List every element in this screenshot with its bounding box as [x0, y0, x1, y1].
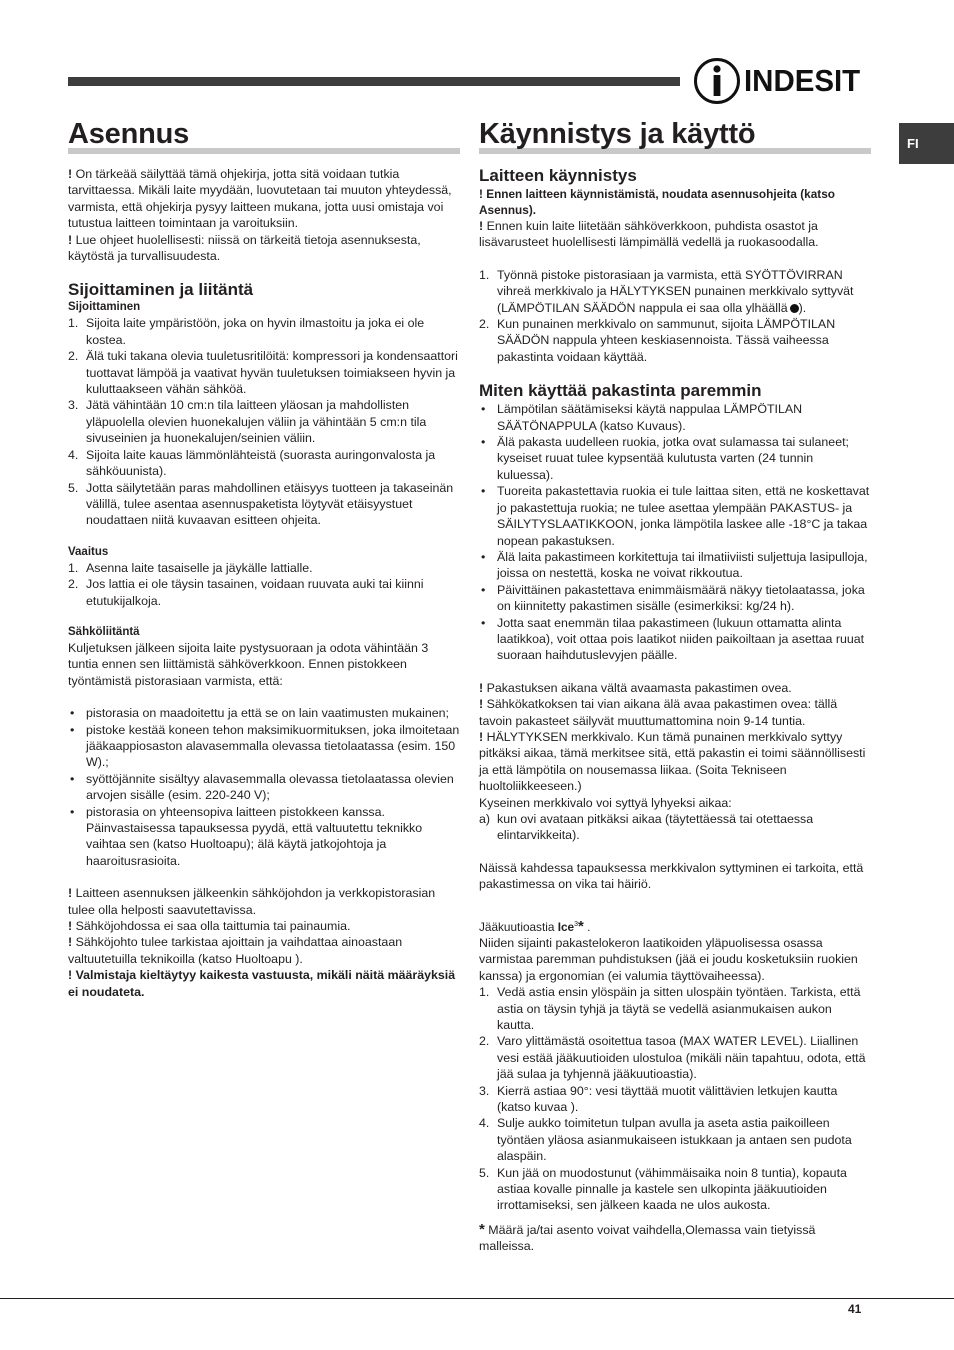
list-item: 2. Kun punainen merkkivalo on sammunut, sijoita LÄMPÖTILAN SÄÄDÖN nappula yhteen keskiasennoista. Tässä vaiheessa pakastinta voidaan käyttää. — [479, 317, 836, 364]
list-item: 1. Asenna laite tasaiselle ja jäykälle lattialle. — [68, 560, 313, 575]
disclaimer: ! Valmistaja kieltäytyy kaikesta vastuusta, mikäli näitä määräyksiä ei noudateta. — [68, 968, 456, 999]
note-paragraph: ! Sähkökatkoksen tai vian aikana älä avaa pakastimen ovea: tällä tavoin pakasteet säilyvät muuttumattomina noin 9-14 tuntia. — [479, 697, 838, 728]
left-column — [68, 118, 460, 1000]
list-item: • Älä pakasta uudelleen ruokia, jotka ovat sulamassa tai sulaneet; kyseiset ruuat tulee kypsentää kulutusta varten (24 tunnin kuluessa). — [479, 434, 871, 483]
list-item: • Tuoreita pakastettavia ruokia ei tule laittaa siten, että ne koskettavat jo pakastettuja ruokia; ne tulee asettaa ylempään PAKASTUS- ja SÄILYTYSLAATIKKOON, jonka lämpötila laskee alle -18°C ja takaa nopean pakastuksen. — [479, 483, 871, 549]
section-title-installation: Asennus — [68, 118, 190, 150]
list-item: 1. Työnnä pistoke pistorasiaan ja varmista, että SYÖTTÖVIRRAN vihreä merkkivalo ja HÄLYTYKSEN punainen merkkivalo syttyvät (LÄMPÖTILAN SÄÄDÖN nappula ei saa olla ylhäällä ). — [479, 267, 854, 315]
alarm-outro: Näissä kahdessa tapauksessa merkkivalon syttyminen ei tarkoita, että pakastimessa on vika tai häiriö. — [479, 860, 864, 892]
warning-mark: ! — [68, 167, 73, 181]
knob-position-icon — [790, 304, 799, 313]
list-item: a) kun ovi avataan pitkäksi aikaa (täytettäessä tai otettaessa elintarvikkeita). — [479, 812, 814, 843]
startup-note: ! Ennen kuin laite liitetään sähköverkkoon, puhdista osastot ja lisävarusteet huolellisesti lämpimällä vedellä ja ruokasoodalla. — [479, 219, 819, 250]
list-item: • pistorasia on yhteensopiva laitteen pistokkeen kanssa. Päinvastaisessa tapauksessa pyydä, että valtuutettu teknikko vaihtaa sen (katso Huoltoapu); älä käytä jatkojohtoja ja haaroitusrasioita. — [68, 804, 460, 870]
placement-list — [68, 315, 460, 528]
ice-tray-heading: Jääkuutioastia Ice$^3$* . — [479, 917, 591, 935]
note-paragraph: ! Laitteen asennuksen jälkeenkin sähköjohdon ja verkkopistorasian tulee olla helposti saavutettavissa. — [68, 886, 436, 917]
page-number: 41 — [848, 1302, 862, 1316]
list-item: • Älä laita pakastimeen korkitettuja tai ilmatiiviisti suljettuja lasipulloja, joissa on nestettä, koska ne voivat rikkoutua. — [479, 549, 871, 582]
brand-wordmark: INDESIT — [744, 63, 861, 98]
list-item: 2. Älä tuki takana olevia tuuletusritilöitä: kompressori ja kondensaattori tuottavat lämpöä ja vaativat hyvän tuuletuksen toimiakseen hyvin ja kuluttaakseen vähän sähköä. — [68, 349, 458, 397]
list-item: 2. Varo ylittämästä osoitettua tasoa (MAX WATER LEVEL). Liiallinen vesi estää jääkuutioiden ulostuloa (mikäli näin tapahtuu, odota, että jää sulaa ja tyhjennä jääkuutioastia). — [479, 1034, 866, 1082]
electrical-intro: Kuljetuksen jälkeen sijoita laite pystysuoraan ja odota vähintään 3 tuntia ennen sen liittämistä sähköverkkoon. Ennen pistokkeen työntämistä pistorasiaan varmista, että: — [68, 640, 429, 688]
subheading-electrical: Sähköliitäntä — [68, 625, 140, 638]
best-use-list — [479, 401, 871, 664]
list-item: • syöttöjännite sisältyy alavasemmalla olevassa tietolaatassa olevien arvojen sisälle (esim. 220-240 V); — [68, 771, 460, 804]
leveling-list — [68, 560, 460, 609]
list-item: 1. Vedä astia ensin ylöspäin ja sitten ulospäin työntäen. Tarkista, että astia on täysin tyhjä ja täytä se vedellä asianmukaisen aukon kautta. — [479, 985, 861, 1032]
alarm-intro: Kyseinen merkkivalo voi syttyä lyhyeksi aikaa: — [479, 795, 732, 810]
heading-placement-connection: Sijoittaminen ja liitäntä — [68, 280, 254, 300]
brand-i-icon — [694, 56, 740, 106]
note-paragraph: ! Pakastuksen aikana vältä avaamasta pakastimen ovea. — [479, 680, 792, 695]
startup-warning: ! Ennen laitteen käynnistämistä, noudata asennusohjeita (katso Asennus). — [479, 187, 835, 217]
right-column — [479, 118, 871, 1255]
brand-logo — [694, 56, 870, 106]
list-item: • Päivittäinen pakastettava enimmäismäärä näkyy tietolaatassa, joka on kiinnitetty pakastimen sisälle (esimerkiksi: kg/24 h). — [479, 582, 871, 615]
ice-tray-description: Niiden sijainti pakastelokeron laatikoiden yläpuolisessa osassa varmistaa paremman puhdistuksen (jää ei joudu kosketuksiin ruokien kanssa) ja ergonomian (ei valumia täyttövaiheessa). — [479, 935, 858, 983]
electrical-checklist — [68, 705, 460, 869]
note-paragraph: ! Sähköjohdossa ei saa olla taittumia tai painaumia. — [68, 919, 351, 934]
note-paragraph: ! Sähköjohto tulee tarkistaa ajoittain ja vaihdattaa ainoastaan valtuutetuilla teknikoilla (katso Huoltoapu ). — [68, 935, 403, 966]
heading-startup: Laitteen käynnistys — [479, 166, 637, 185]
list-item: 4. Sulje aukko toimitetun tulpan avulla ja aseta astia paikoilleen työntäen yläosa asianmukaiseen istukkaan ja antaen sen pudota alaspäin. — [479, 1116, 852, 1164]
footnote: * Määrä ja/tai asento voivat vaihdella,Olemassa vain tietyissä malleissa. — [479, 1220, 816, 1254]
note-paragraph: ! HÄLYTYKSEN merkkivalo. Kun tämä punainen merkkivalo syttyy pitkäksi aikaa, tämä merkitsee sitä, että pakastin ei toimi säännöllisesti ja että lämpötila on nousemassa liikaa. (Soita Tekniseen huoltoliikkeeseen.) — [479, 729, 866, 794]
intro-paragraph-2 — [68, 232, 460, 265]
section-title-startup-use: Käynnistys ja käyttö — [479, 118, 756, 150]
alarm-cases — [479, 811, 871, 844]
list-item: 1. Sijoita laite ympäristöön, joka on hyvin ilmastoitu ja joka ei ole kostea. — [68, 316, 425, 347]
header-rule — [68, 77, 680, 86]
list-item: • pistoke kestää koneen tehon maksimikuormituksen, joka ilmoitetaan jääkaappiosaston alavasemmalla olevassa tietolaatassa (esim. 150 W).; — [68, 722, 460, 771]
list-item: 5. Jotta säilytetään paras mahdollinen etäisyys tuotteen ja takaseinän välillä, tulee asentaa asennuspaketista löytyvät etäisyystuet noudattaen niitä kuvaavan esitteen ohjeita. — [68, 480, 454, 528]
intro-paragraph-1 — [68, 166, 460, 232]
list-item: • Jotta saat enemmän tilaa pakastimeen (lukuun ottamatta alinta laatikkoa), voit ottaa pois laatikot niiden paikoiltaan ja asettaa ruuat suoraan haihdutuslevyjen päälle. — [479, 615, 871, 664]
intro-text: Lue ohjeet huolellisesti: niissä on tärkeitä tietoja asennuksesta, käytöstä ja turvallisuudesta. — [68, 232, 421, 264]
warning-mark: ! — [68, 232, 73, 247]
list-item: 2. Jos lattia ei ole täysin tasainen, voidaan ruuvata auki tai kiinni etutukijalkoja. — [68, 577, 424, 608]
list-item: • pistorasia on maadoitettu ja että se on lain vaatimusten mukainen; — [68, 705, 460, 721]
list-item: 4. Sijoita laite kauas lämmönlähteistä (suorasta auringonvalosta ja sähköuunista). — [68, 447, 436, 479]
ice-tray-steps — [479, 984, 871, 1214]
intro-text: On tärkeää säilyttää tämä ohjekirja, jotta sitä voidaan tutkia tarvittaessa. Mikäli laite myydään, luovutetaan tai muuton yhteydessä, varmista, että ohjekirja pysyy laitteen mukana, jotta uusi omistaja voi tutustua laitteen toimintaan ja varoituksiin. — [68, 167, 452, 231]
list-item: 5. Kun jää on muodostunut (vähimmäisaika noin 8 tuntia), kopauta astiaa kovalle pinnalle ja kastele sen ulkopinta jääkuutioiden irrottamiseksi, sen jälkeen kaada ne ulos aukosta. — [479, 1165, 847, 1213]
subheading-placement: Sijoittaminen — [68, 301, 141, 314]
language-tab: FI — [899, 123, 954, 164]
heading-best-use: Miten käyttää pakastinta paremmin — [479, 381, 762, 401]
list-item: 3. Kierrä astiaa 90°: vesi täyttää muotit välittävien letkujen kautta (katso kuvaa ). — [479, 1083, 838, 1115]
startup-steps — [479, 267, 871, 365]
list-item: • Lämpötilan säätämiseksi käytä nappulaa LÄMPÖTILAN SÄÄTÖNAPPULA (katso Kuvaus). — [479, 401, 871, 434]
subheading-leveling: Vaaitus — [68, 545, 109, 558]
list-item: 3. Jätä vähintään 10 cm:n tila laitteen yläosan ja mahdollisten yläpuolella olevien huonekalujen väliin ja vähintään 5 cm:n tila sivuseinien ja huonekalujen/seinien väliin. — [68, 398, 427, 446]
footer-rule — [0, 1298, 954, 1299]
